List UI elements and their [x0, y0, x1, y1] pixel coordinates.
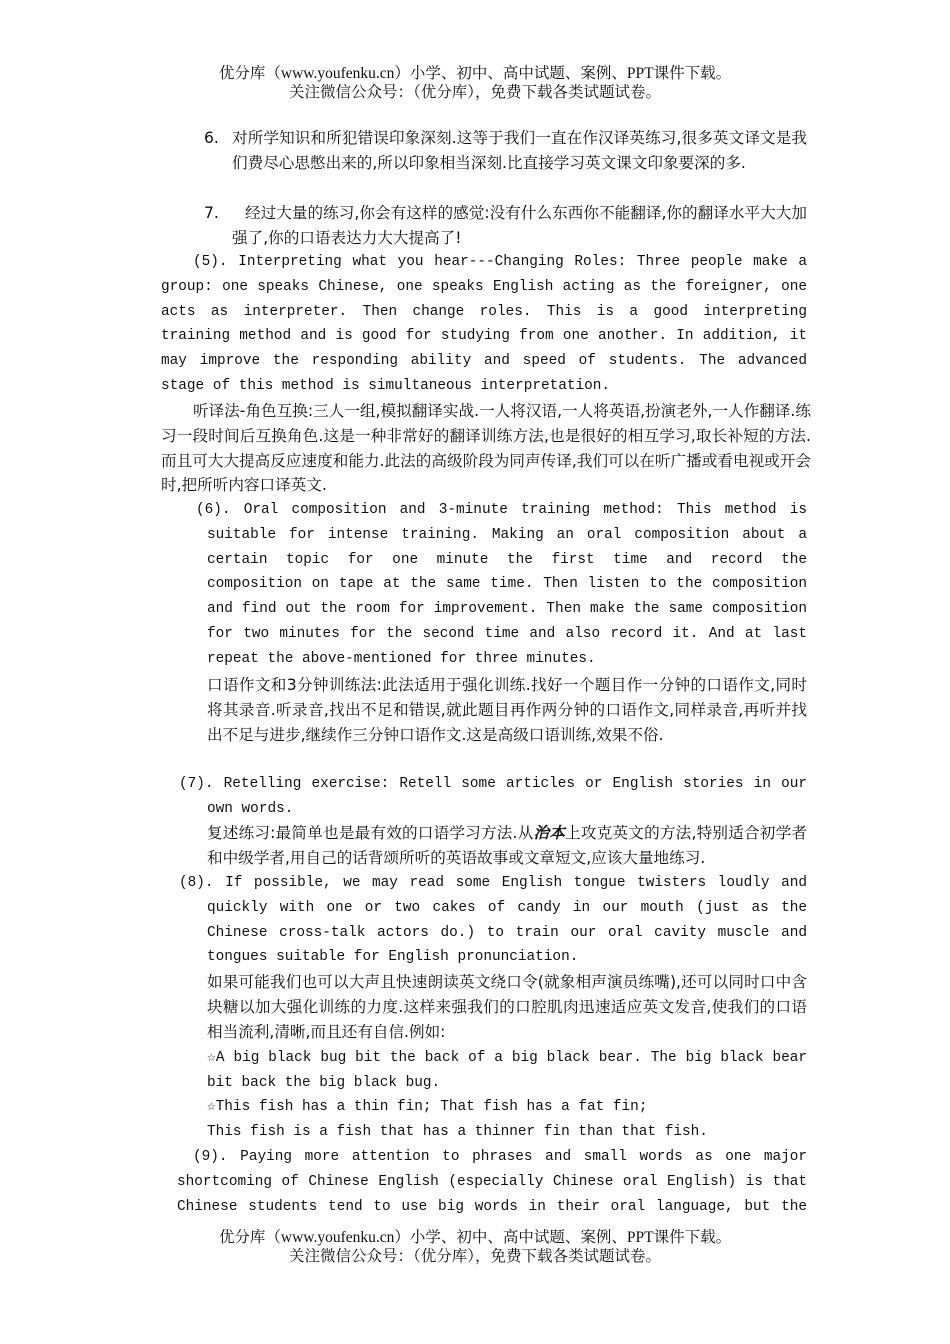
item-6-number: 6. [204, 129, 219, 147]
section-8-chinese: 如果可能我们也可以大声且快速朗读英文绕口令(就象相声演员练嘴),还可以同时口中含块糖以加大强化训练的力度.这样来强我们的口腔肌肉迅速适应英文发音,使我们的口语相当流利,清晰,而且还有自信.例如: [207, 973, 807, 1041]
section-7-english: (7). Retelling exercise: Retell some articles or English stories in our own words. [179, 776, 807, 817]
header-line-1: 优分库（www.youfenku.cn）小学、初中、高中试题、案例、PPT课件下载。 [218, 65, 732, 82]
item-7-text: 经过大量的练习,你会有这样的感觉:没有什么东西你不能翻译,你的翻译水平大大加强了,你的口语表达力大大提高了! [232, 204, 807, 247]
item-7-number: 7. [204, 204, 219, 222]
tongue-twister-2: ☆This fish has a thin fin; That fish has a fat fin; [207, 1099, 648, 1115]
section-9-english: (9). Paying more attention to phrases and small words as one major shortcoming of Chinese English (especially Chinese oral English) is that Chinese students tend to use big words in their oral language, but the [177, 1149, 807, 1215]
header-line-2: 关注微信公众号：（优分库），免费下载各类试题试卷。 [288, 84, 661, 101]
section-7-chinese [207, 821, 807, 871]
section-6-chinese: 口语作文和3分钟训练法:此法适用于强化训练.找好一个题目作一分钟的口语作文,同时将其录音.听录音,找出不足和错误,就此题目再作两分钟的口语作文,同样录音,再听并找出不足与进步,继续作三分钟口语作文.这是高级口语训练,效果不俗. [207, 676, 807, 744]
section-6-english: (6). Oral composition and 3-minute training method: This method is suitable for intense training. Making an oral composition about a certain topic for one minute the first time and record the composition on tape at the same time. Then listen to the composition and find out the room for improvement. Then make the same composition for two minutes for the second time and also record it. And at last repeat the above-mentioned for three minutes. [196, 502, 807, 667]
item-6-text: 对所学知识和所犯错误印象深刻.这等于我们一直在作汉译英练习,很多英文译文是我们费尽心思憋出来的,所以印象相当深刻.比直接学习英文课文印象要深的多. [232, 129, 807, 172]
section-7-chinese-part-2: 上攻克英文的方法,特别适合初学者和中级学者,用自己的话背颂所听的英语故事或文章短文,应该大量地练习. [207, 824, 807, 867]
section-8-english: (8). If possible, we may read some English tongue twisters loudly and quickly with one or two cakes of candy in our mouth (just as the Chinese cross-talk actors do.) to train our oral cavity muscle and tongues suitable for English pronunciation. [179, 875, 807, 966]
tongue-twister-3: This fish is a fish that has a thinner fin than that fish. [207, 1124, 708, 1140]
tongue-twister-1: ☆A big black bug bit the back of a big black bear. The big black bear bit back the big black bug. [207, 1050, 807, 1091]
page-header [0, 65, 950, 102]
section-7-emphasis: 治本 [533, 824, 566, 842]
footer-line-2: 关注微信公众号：（优分库），免费下载各类试题试卷。 [288, 1248, 661, 1265]
section-5-chinese: 听译法-角色互换:三人一组,模拟翻译实战.一人将汉语,一人将英语,扮演老外,一人作翻译.练习一段时间后互换角色.这是一种非常好的翻译训练方法,也是很好的相互学习,取长补短的方法.而且可大大提高反应速度和能力.此法的高级阶段为同声传译,我们可以在听广播或看电视或开会时,把所听内容口译英文. [161, 402, 811, 495]
footer-line-1: 优分库（www.youfenku.cn）小学、初中、高中试题、案例、PPT课件下载。 [218, 1229, 732, 1246]
section-5-english: (5). Interpreting what you hear---Changing Roles: Three people make a group: one speaks Chinese, one speaks English acting as the foreigner, one acts as interpreter. Then change roles. This is a good interpreting training method and is good for studying from one another. In addition, it may improve the responding ability and speed of students. The advanced stage of this method is simultaneous interpretation. [161, 254, 807, 394]
page-footer [0, 1229, 950, 1266]
section-7-chinese-part-1: 复述练习:最简单也是最有效的口语学习方法.从 [207, 824, 534, 842]
